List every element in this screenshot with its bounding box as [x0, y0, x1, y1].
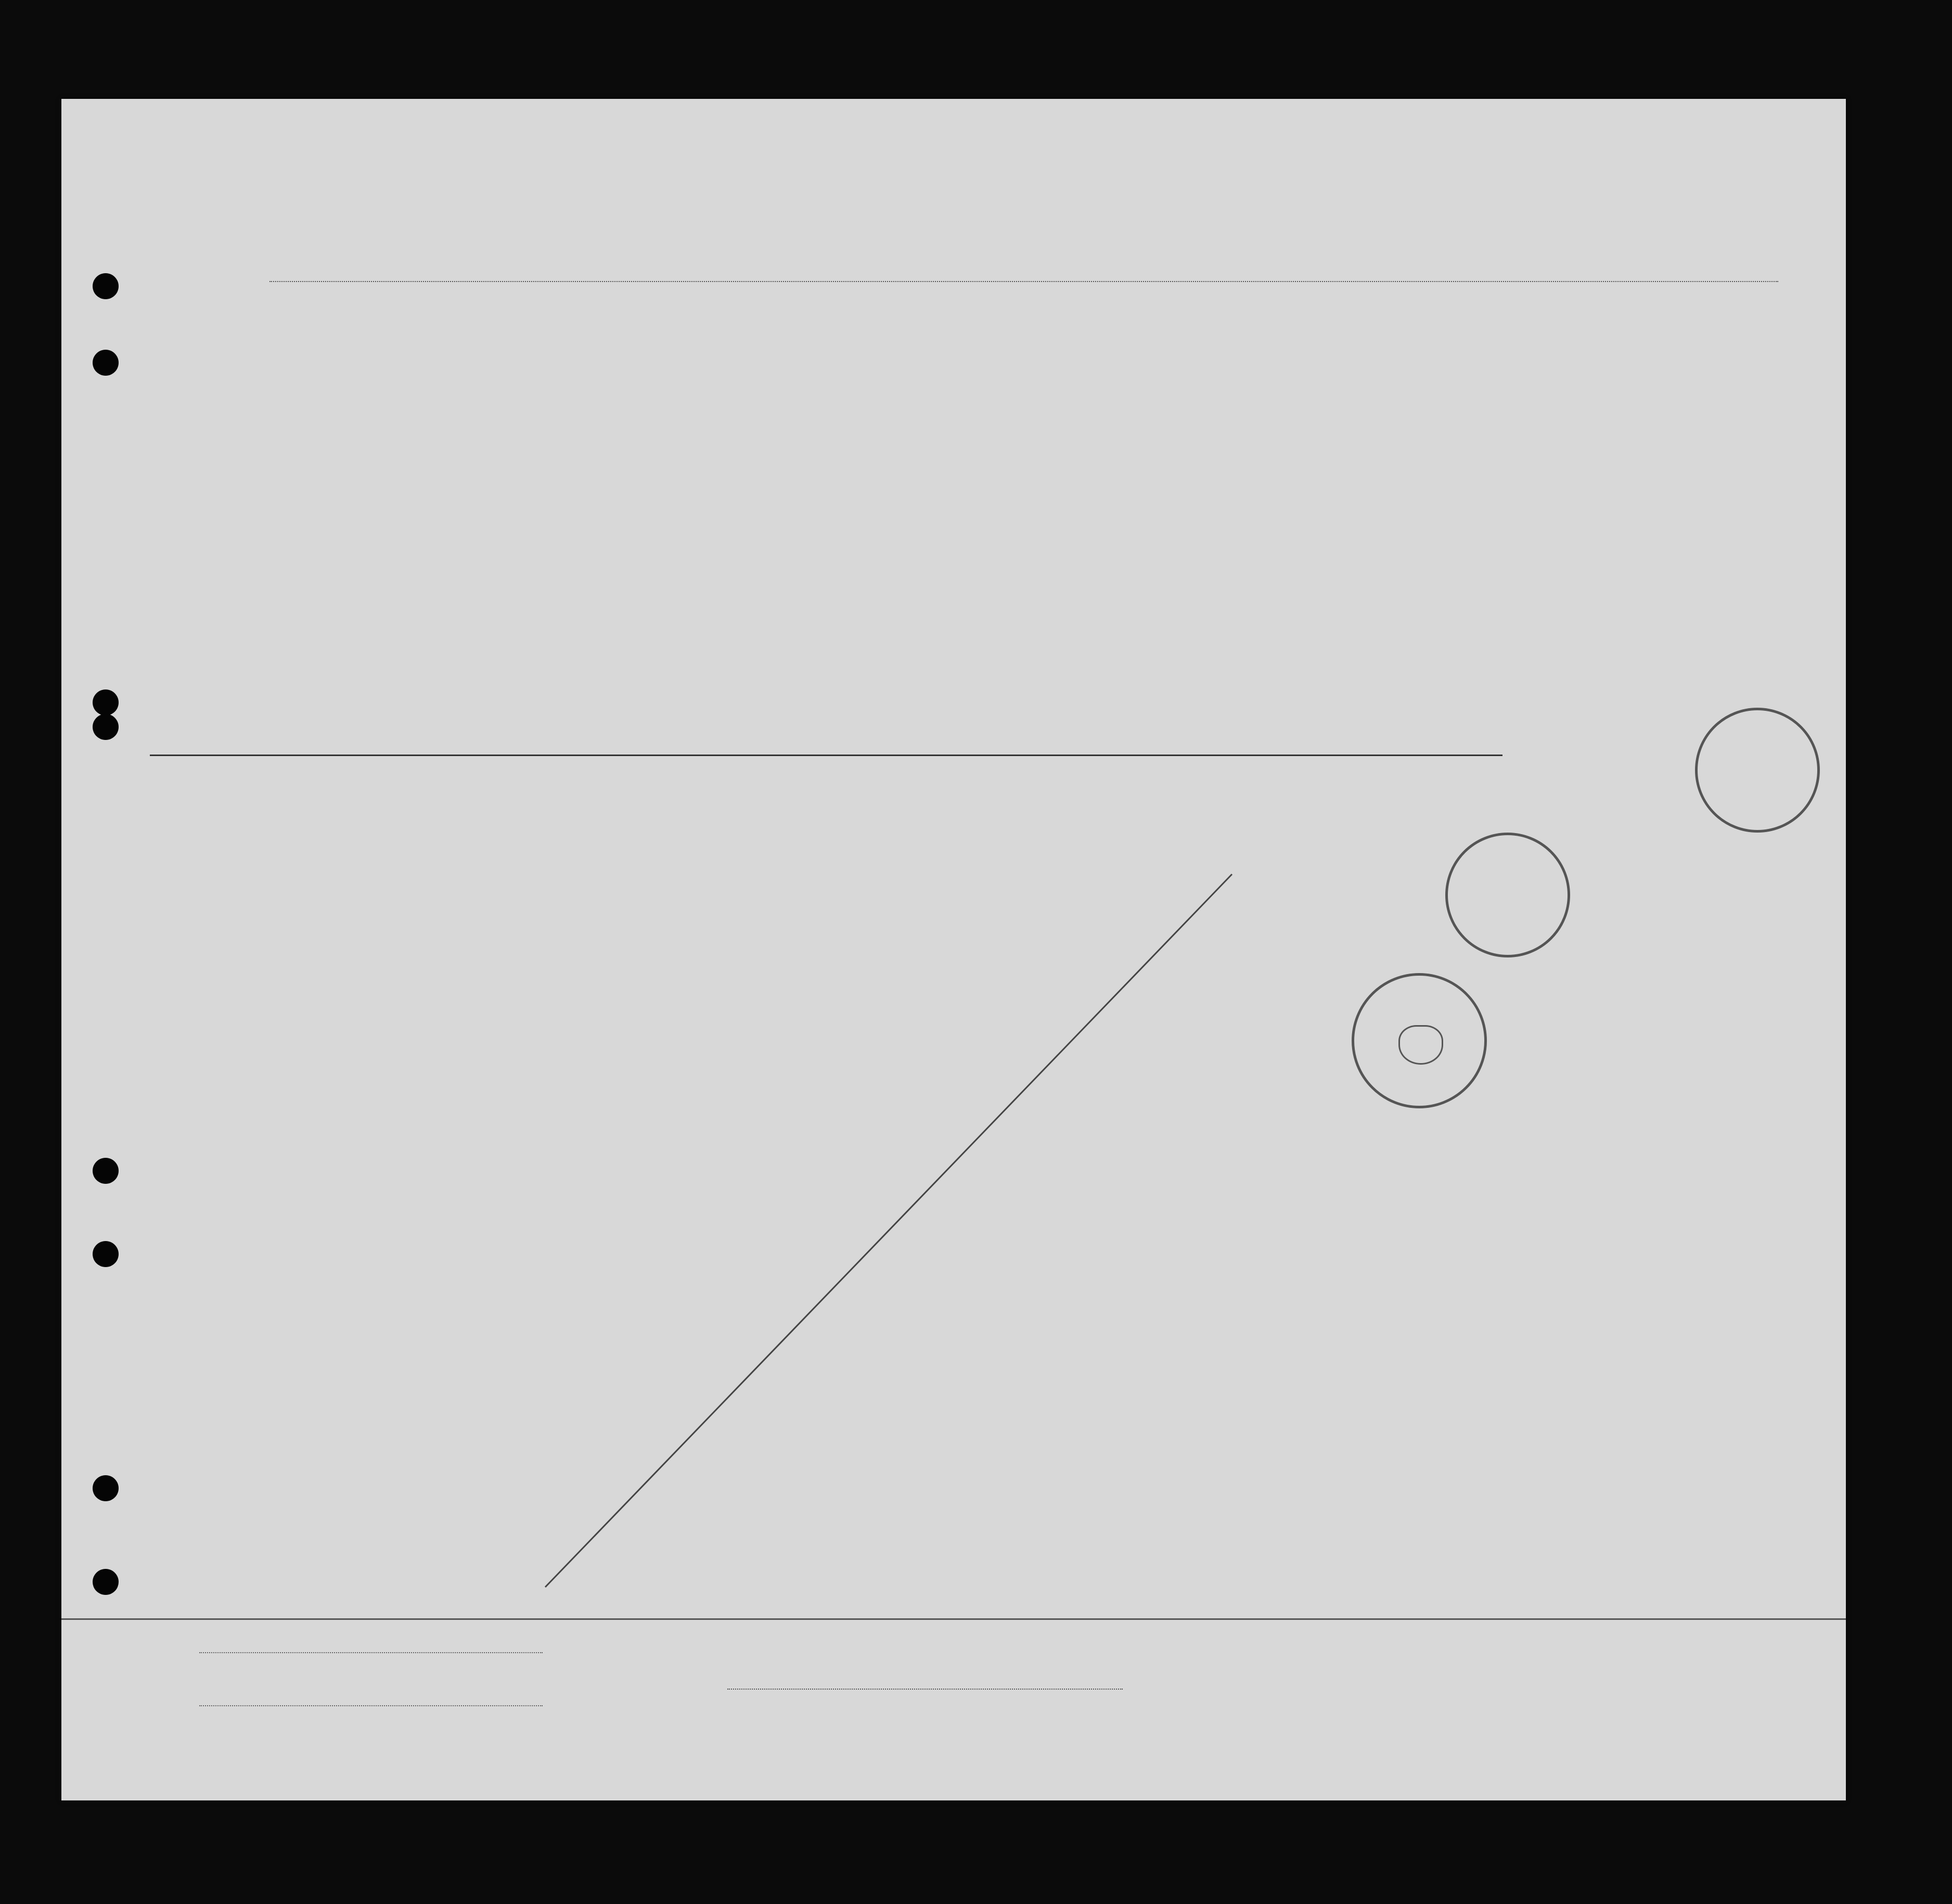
punch-hole-6 [93, 1241, 119, 1267]
punch-hole-3 [93, 689, 119, 715]
footer-dotted-lines [199, 1652, 543, 1706]
punch-hole-7 [93, 1475, 119, 1501]
punch-hole-1 [93, 273, 119, 299]
cancel-diagonal-line [61, 99, 1846, 1800]
punch-hole-8 [93, 1569, 119, 1595]
punch-hole-4 [93, 714, 119, 740]
footer-divider [61, 1618, 1846, 1620]
manifest-sheet [61, 99, 1846, 1800]
punch-hole-5 [93, 1158, 119, 1184]
punch-hole-2 [93, 350, 119, 376]
inspector-line [727, 1689, 1123, 1690]
